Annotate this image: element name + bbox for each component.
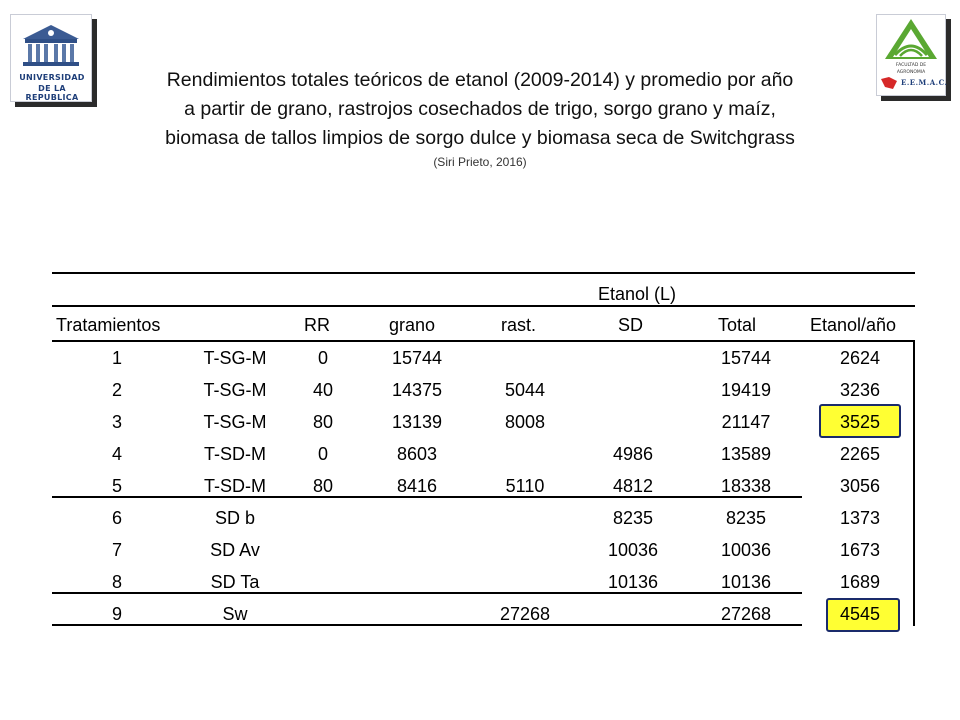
cell-total: 13589: [720, 444, 772, 464]
cell-rast: 5110: [505, 476, 545, 496]
cell-etanol-ano: 3236: [839, 380, 881, 400]
cell-etanol-ano: 2265: [839, 444, 881, 464]
header-tratamientos: Tratamientos: [56, 315, 161, 335]
header-rr: RR: [304, 315, 330, 335]
cell-total: 18338: [720, 476, 772, 496]
cell-number: 3: [111, 412, 122, 432]
title-line-3: biomasa de tallos limpios de sorgo dulce y biomasa seca de Switchgrass: [165, 127, 795, 149]
group-separator-rule: [52, 592, 802, 594]
table-header-rule: [52, 340, 915, 342]
cell-number: 6: [111, 508, 122, 528]
cell-tratamiento: SD b: [214, 508, 256, 528]
cell-rr: 80: [312, 476, 334, 496]
title-line-1: Rendimientos totales teóricos de etanol (2009-2014) y promedio por año: [166, 69, 794, 91]
cell-tratamiento: SD Av: [210, 540, 260, 560]
cell-etanol-ano: 2624: [839, 348, 881, 368]
cell-sd: 4986: [612, 444, 654, 464]
cell-rast: 5044: [504, 380, 546, 400]
logo-text-line2: AGRONOMIA: [896, 70, 926, 75]
cell-number: 1: [111, 348, 122, 368]
cell-number: 4: [111, 444, 122, 464]
cell-sd: 10136: [607, 572, 659, 592]
table-top-rule: [52, 272, 915, 274]
source-citation: (Siri Prieto, 2016): [433, 155, 527, 169]
table-right-rule: [913, 340, 915, 626]
cell-tratamiento: Sw: [222, 604, 248, 624]
cell-total: 15744: [720, 348, 772, 368]
cell-rr: 40: [312, 380, 334, 400]
group-header-etanol: Etanol (L): [598, 284, 677, 304]
cell-grano: 14375: [391, 380, 443, 400]
cell-number: 7: [111, 540, 122, 560]
header-rast: rast.: [501, 315, 537, 335]
cell-rr: 0: [317, 348, 328, 368]
cell-grano: 8603: [396, 444, 438, 464]
cell-total: 10036: [720, 540, 772, 560]
header-total: Total: [718, 315, 757, 335]
cell-number: 9: [111, 604, 122, 624]
header-sd: SD: [618, 315, 644, 335]
cell-grano: 8416: [396, 476, 438, 496]
cell-etanol-ano: 1673: [839, 540, 881, 560]
cell-etanol-ano: 1689: [839, 572, 881, 592]
cell-sd: 10036: [607, 540, 659, 560]
header-grano: grano: [389, 315, 436, 335]
cell-number: 5: [111, 476, 122, 496]
table-mid-rule: [52, 305, 915, 307]
cell-total: 19419: [720, 380, 772, 400]
cell-grano: 15744: [391, 348, 443, 368]
cell-sd: 8235: [612, 508, 654, 528]
logo-text-line2: DE LA REPUBLICA: [25, 84, 79, 102]
cell-tratamiento: T-SG-M: [203, 348, 267, 368]
cell-etanol-ano: 3056: [839, 476, 881, 496]
cell-rr: 0: [317, 444, 328, 464]
header-etanol-ano: Etanol/año: [810, 315, 897, 335]
cell-total: 27268: [720, 604, 772, 624]
cell-tratamiento: T-SD-M: [204, 476, 266, 496]
cell-tratamiento: SD Ta: [210, 572, 260, 592]
cell-tratamiento: T-SD-M: [204, 444, 266, 464]
cell-rr: 80: [312, 412, 334, 432]
logo-text-line1: UNIVERSIDAD: [19, 73, 85, 82]
cell-total: 8235: [725, 508, 767, 528]
cell-tratamiento: T-SG-M: [203, 380, 267, 400]
cell-total: 21147: [721, 412, 771, 432]
cell-etanol-ano: 1373: [839, 508, 881, 528]
title-line-2: a partir de grano, rastrojos cosechados de trigo, sorgo grano y maíz,: [184, 98, 776, 120]
cell-number: 2: [111, 380, 122, 400]
table-bottom-rule: [52, 624, 802, 626]
cell-etanol-ano: 4545: [839, 604, 881, 624]
cell-grano: 13139: [391, 412, 443, 432]
cell-rast: 8008: [504, 412, 546, 432]
cell-total: 10136: [720, 572, 772, 592]
cell-tratamiento: T-SG-M: [203, 412, 267, 432]
cell-etanol-ano: 3525: [839, 412, 881, 432]
logo-text-line1: FACULTAD DE: [895, 63, 927, 68]
cell-sd: 4812: [612, 476, 654, 496]
eemac-badge: E.E.M.A.C.: [901, 78, 948, 87]
cell-rast: 27268: [499, 604, 551, 624]
cell-number: 8: [111, 572, 122, 592]
